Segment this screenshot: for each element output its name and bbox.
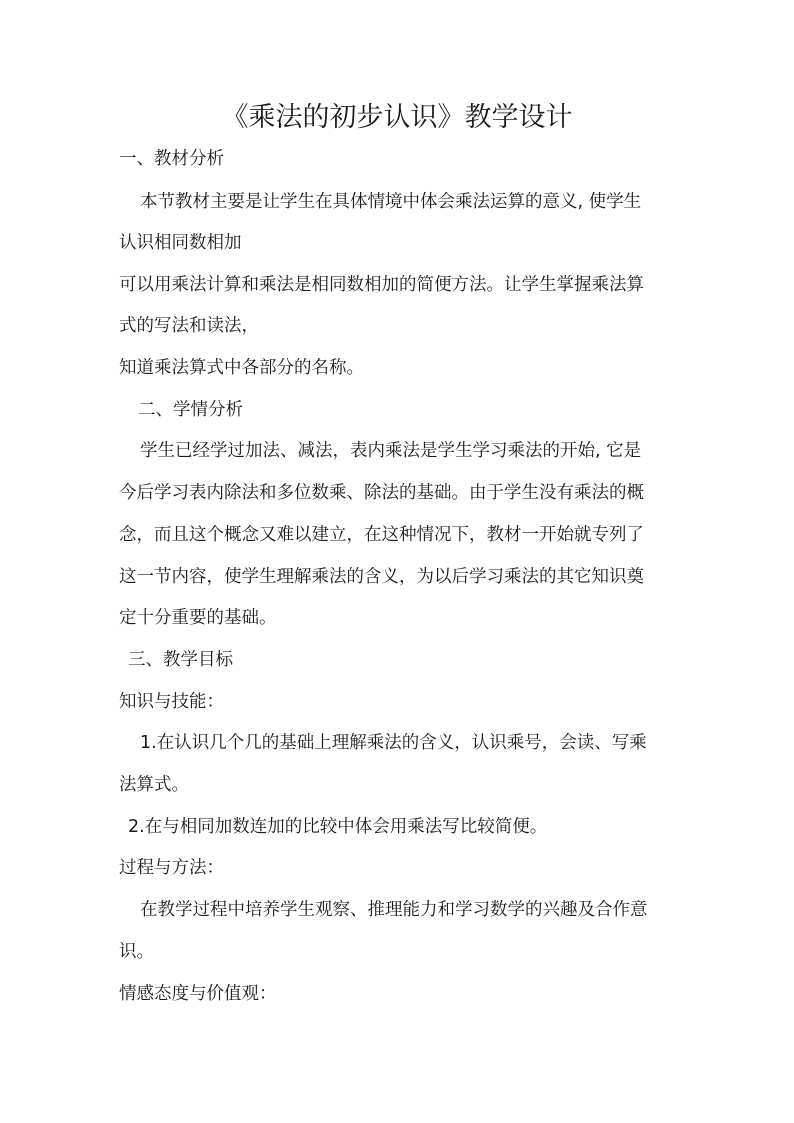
paragraph-line: 2.在与相同加数连加的比较中体会用乘法写比较简便。: [128, 817, 548, 837]
paragraph-line: 式的写法和读法，: [119, 316, 259, 336]
paragraph-line: 可以用乘法计算和乘法是相同数相加的简便方法。让学生掌握乘法算: [119, 275, 644, 295]
paragraph-line: 本节教材主要是让学生在具体情境中体会乘法运算的意义, 使学生: [140, 192, 642, 212]
heading-teaching-goals: 三、教学目标: [128, 650, 233, 670]
subheading-knowledge-skills: 知识与技能：: [119, 692, 224, 712]
heading-textbook-analysis: 一、教材分析: [119, 149, 224, 169]
paragraph-line: 知道乘法算式中各部分的名称。: [119, 358, 364, 378]
paragraph-line: 今后学习表内除法和多位数乘、除法的基础。由于学生没有乘法的概: [119, 483, 644, 503]
heading-student-analysis: 二、学情分析: [138, 400, 243, 420]
paragraph-line: 1.在认识几个几的基础上理解乘法的含义，认识乘号，会读、写乘: [140, 733, 647, 753]
paragraph-line: 这一节内容，使学生理解乘法的含义，为以后学习乘法的其它知识奠: [119, 567, 644, 587]
paragraph-line: 念，而且这个概念又难以建立，在这种情况下，教材一开始就专列了: [119, 525, 644, 545]
paragraph-line: 识。: [119, 942, 154, 962]
paragraph-line: 认识相同数相加: [119, 233, 242, 253]
paragraph-line: 在教学过程中培养学生观察、推理能力和学习数学的兴趣及合作意: [140, 900, 648, 920]
paragraph-line: 定十分重要的基础。: [119, 608, 277, 628]
subheading-process-methods: 过程与方法：: [119, 858, 224, 878]
subheading-attitudes-values: 情感态度与价值观：: [119, 984, 277, 1004]
paragraph-line: 法算式。: [119, 775, 189, 795]
paragraph-line: 学生已经学过加法、减法，表内乘法是学生学习乘法的开始, 它是: [140, 441, 642, 461]
page-title: 《乘法的初步认识》教学设计: [221, 102, 573, 133]
